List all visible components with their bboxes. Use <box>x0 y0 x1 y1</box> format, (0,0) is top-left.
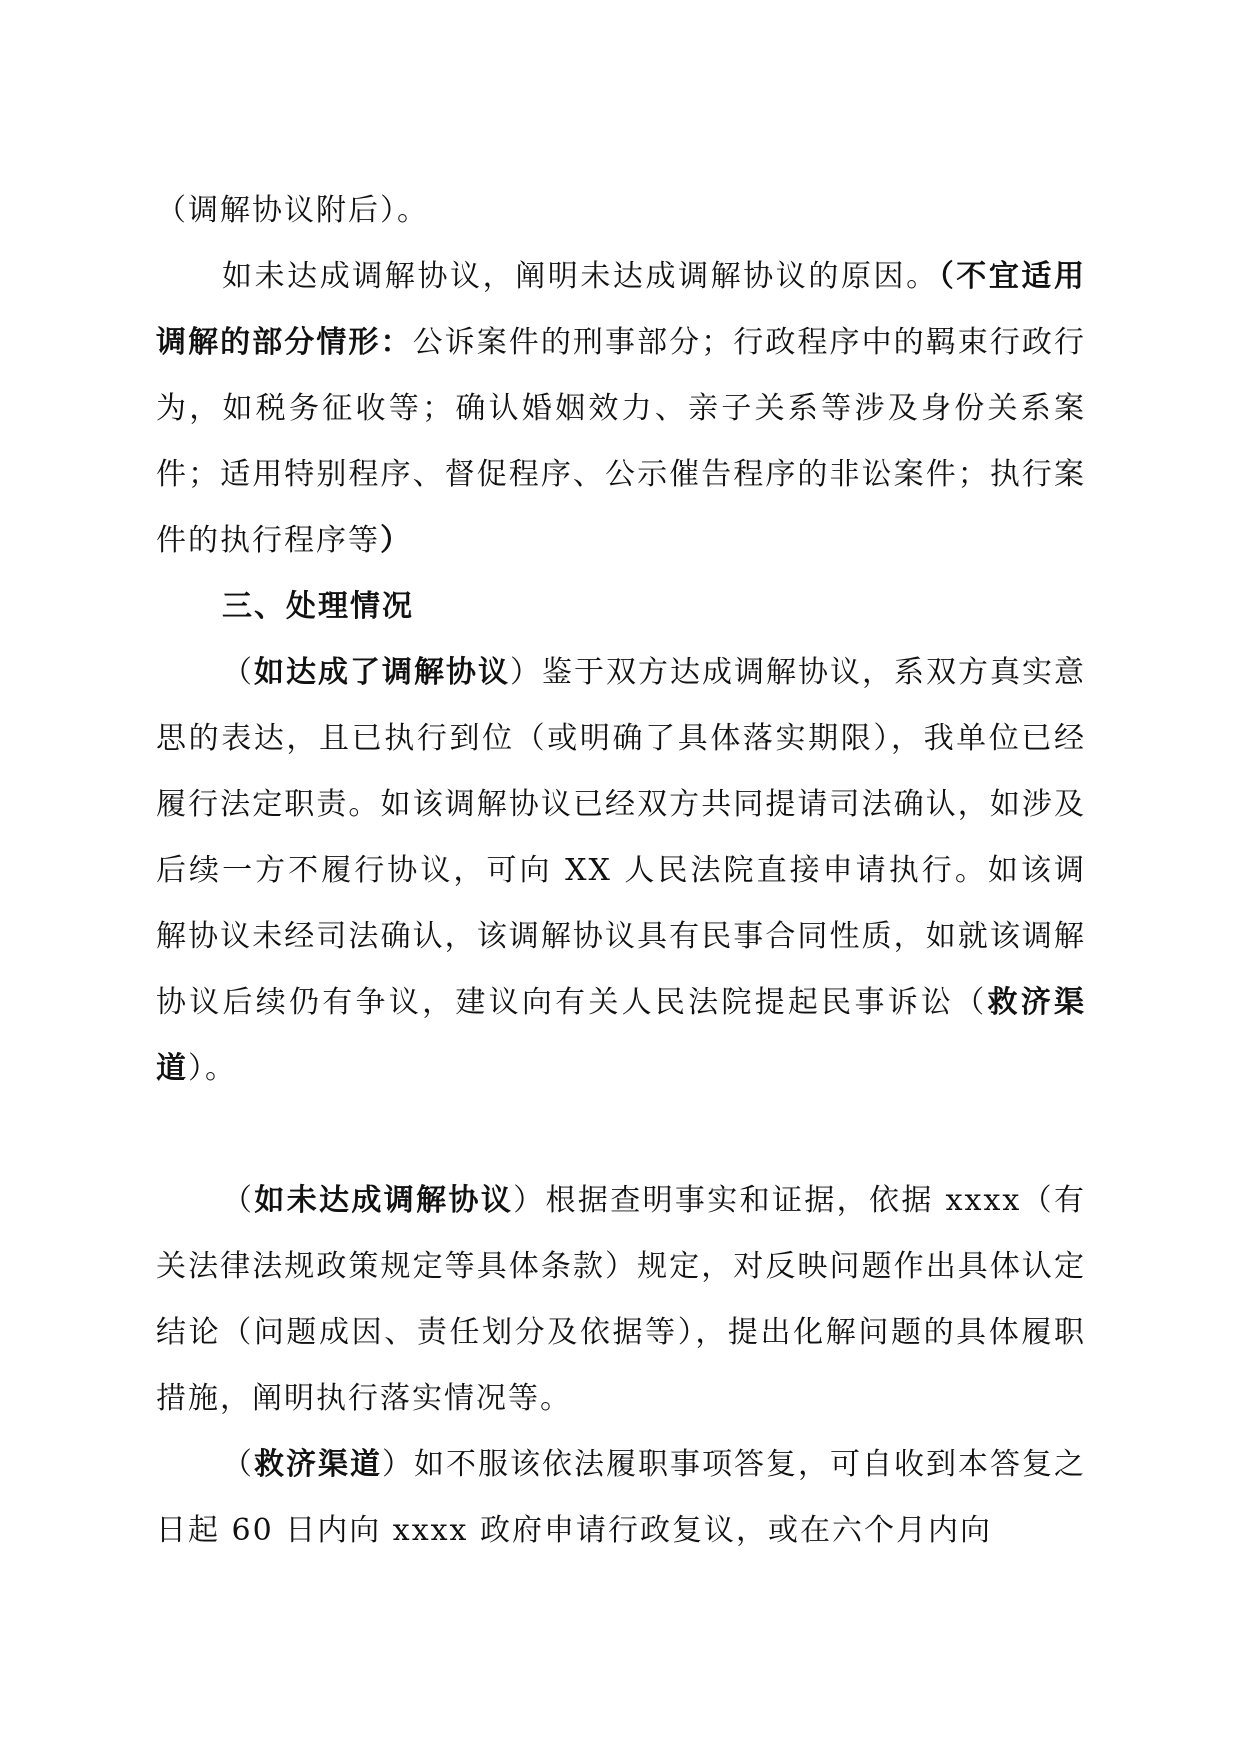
remedy-text: ）如不服该依法履职事项答复，可自收到本答复之日起 60 日内向 xxxx 政府申请行政复议，或在六个月内向 <box>156 1447 1086 1548</box>
paragraph-attachment-note: （调解协议附后）。 <box>156 193 429 228</box>
spacer <box>156 1102 1086 1168</box>
agreement-not-reached-label: 如未达成调解协议 <box>254 1183 514 1218</box>
paragraph-agreement-reached: （如达成了调解协议）鉴于双方达成调解协议，系双方真实意思的表达，且已执行到位（或明确了具体落实期限），我单位已经履行法定职责。如该调解协议已经双方共同提请司法确认，如涉及后续一方不履行协议，可向 XX 人民法院直接申请执行。如该调解协议未经司法确认，该调解协议具有民事合同性质，如就该调解协议后续仍有争议，建议向有关人民法院提起民事诉讼（救济渠道）。 <box>156 655 1087 1086</box>
paragraph-no-agreement <box>156 244 1086 574</box>
not-suitable-cases: 公诉案件的刑事部分；行政程序中的羁束行政行为，如税务征收等；确认婚姻效力、亲子关系等涉及身份关系案件；适用特别程序、督促程序、公示催告程序的非讼案件；执行案件的执行程序等 <box>156 325 1087 558</box>
no-agreement-text: 如未达成调解协议，阐明未达成调解协议的原因。 <box>222 259 939 294</box>
agreement-reached-label: 如达成了调解协议 <box>254 655 510 690</box>
agreement-reached-text: ）鉴于双方达成调解协议，系双方真实意思的表达，且已执行到位（或明确了具体落实期限），我单位已经履行法定职责。如该调解协议已经双方共同提请司法确认，如涉及后续一方不履行协议，可向 XX 人民法院直接申请执行。如该调解协议未经司法确认，该调解协议具有民事合同性质，如就该调解协议后续仍有争议，建议向有关人民法院提起民事诉讼（ <box>156 655 1086 1020</box>
agreement-not-reached-text: ）根据查明事实和证据，依据 xxxx（有关法律法规政策规定等具体条款）规定，对反映问题作出具体认定结论（问题成因、责任划分及依据等），提出化解问题的具体履职措施，阐明执行落实情况等。 <box>156 1183 1087 1416</box>
section-heading-handling: 三、处理情况 <box>222 589 414 624</box>
closing-paren: ） <box>380 523 412 558</box>
document-page <box>156 178 1086 1564</box>
remedy-label: 救济渠道 <box>156 985 1087 1086</box>
paragraph-agreement-not-reached: （如未达成调解协议）根据查明事实和证据，依据 xxxx（有关法律法规政策规定等具体条款）规定，对反映问题作出具体认定结论（问题成因、责任划分及依据等），提出化解问题的具体履职措施，阐明执行落实情况等。 <box>156 1183 1087 1416</box>
not-suitable-label: （不宜适用调解的部分情形： <box>156 259 1087 360</box>
remedy-channel-label: 救济渠道 <box>254 1447 382 1482</box>
paragraph-remedy: （救济渠道）如不服该依法履职事项答复，可自收到本答复之日起 60 日内向 xxxx 政府申请行政复议，或在六个月内向 <box>156 1447 1086 1548</box>
